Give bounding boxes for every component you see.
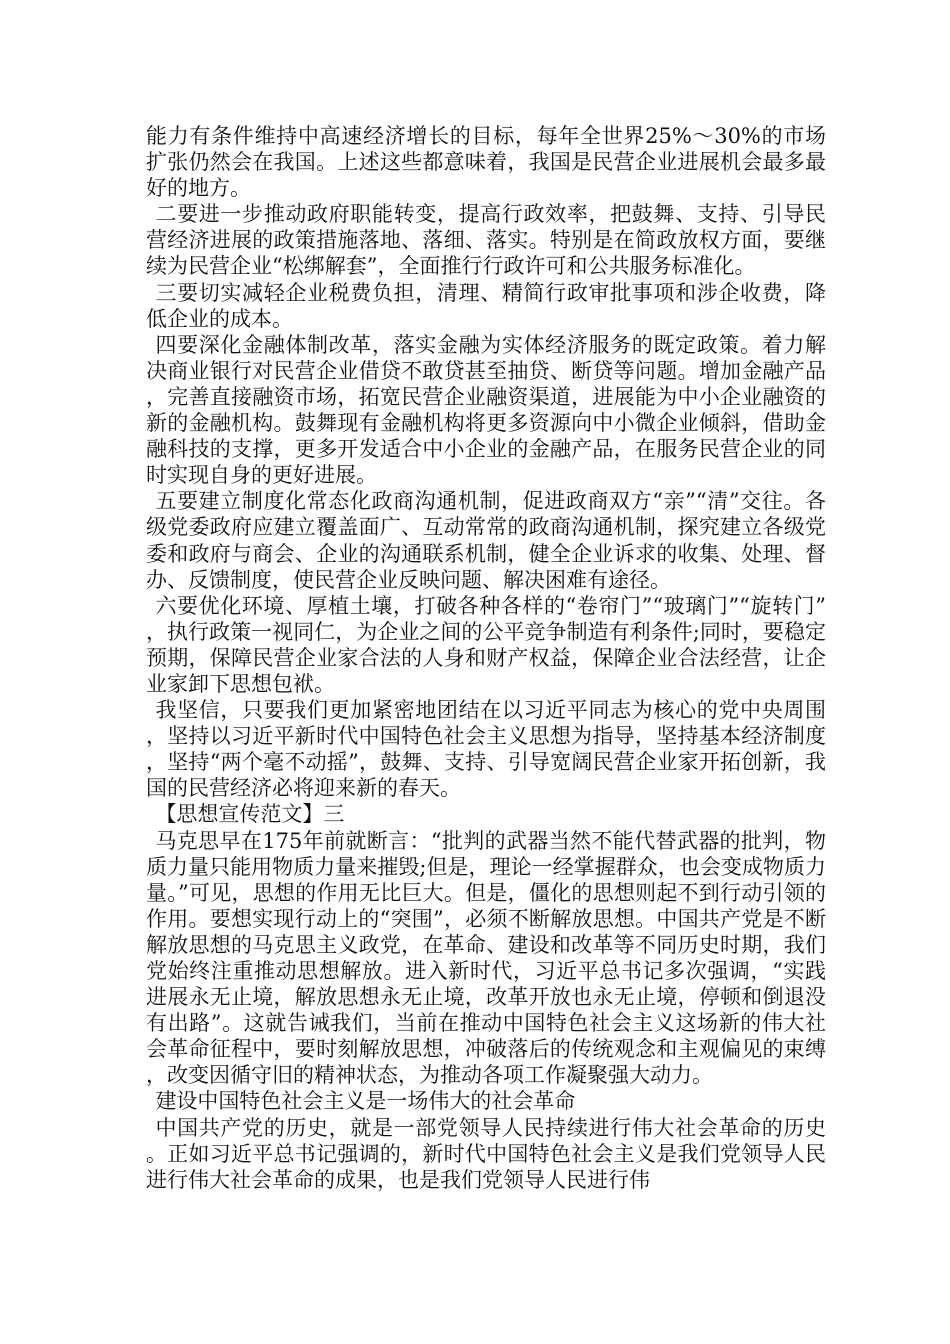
section-heading: 【思想宣传范文】三: [155, 802, 345, 827]
document-body: [146, 123, 826, 1193]
paragraph-continuation: 能力有条件维持中高速经济增长的目标，每年全世界25%～30%的市场扩张仍然会在我国。上述这些都意味着，我国是民营企业进展机会最多最好的地方。: [146, 124, 826, 201]
paragraph-point-two: 二要进一步推动政府职能转变，提高行政效率，把鼓舞、支持、引导民营经济进展的政策措施落地、落细、落实。特别是在简政放权方面，要继续为民营企业“松绑解套”，全面推行行政许可和公共服务标准化。: [146, 202, 826, 279]
paragraph-point-four: 四要深化金融体制改革，落实金融为实体经济服务的既定政策。着力解决商业银行对民营企业借贷不敢贷甚至抽贷、断贷等问题。增加金融产品，完善直接融资市场，拓宽民营企业融资渠道，进展能为中小企业融资的新的金融机构。鼓舞现有金融机构将更多资源向中小微企业倾斜，借助金融科技的支撑，更多开发适合中小企业的金融产品，在服务民营企业的同时实现自身的更好进展。: [146, 332, 826, 488]
paragraph-conclusion: 我坚信，只要我们更加紧密地团结在以习近平同志为核心的党中央周围，坚持以习近平新时代中国特色社会主义思想为指导，坚持基本经济制度，坚持“两个毫不动摇”，鼓舞、支持、引导宽阔民营企业家开拓创新，我国的民营经济必将迎来新的春天。: [146, 698, 826, 801]
paragraph-point-six: 六要优化环境、厚植土壤，打破各种各样的“卷帘门”“玻璃门”“旋转门”，执行政策一视同仁，为企业之间的公平竞争制造有利条件;同时，要稳定预期，保障民营企业家合法的人身和财产权益，保障企业合法经营，让企业家卸下思想包袱。: [146, 593, 826, 696]
paragraph-party-history: 中国共产党的历史，就是一部党领导人民持续进行伟大社会革命的历史。正如习近平总书记强调的，新时代中国特色社会主义是我们党领导人民进行伟大社会革命的成果，也是我们党领导人民进行伟: [146, 1115, 826, 1192]
paragraph-marx-quote: 马克思早在175年前就断言：“批判的武器当然不能代替武器的批判，物质力量只能用物质力量来摧毁;但是，理论一经掌握群众，也会变成物质力量。”可见，思想的作用无比巨大。但是，僵化的思想则起不到行动引领的作用。要想实现行动上的“突围”，必须不断解放思想。中国共产党是不断解放思想的马克思主义政党，在革命、建设和改革等不同历史时期，我们党始终注重推动思想解放。进入新时代，习近平总书记多次强调，“实践进展永无止境，解放思想永无止境，改革开放也永无止境，停顿和倒退没有出路”。这就告诫我们，当前在推动中国特色社会主义这场新的伟大社会革命征程中，要时刻解放思想，冲破落后的传统观念和主观偏见的束缚，改变因循守旧的精神状态，为推动各项工作凝聚强大动力。: [146, 828, 826, 1088]
paragraph-point-three: 三要切实减轻企业税费负担，清理、精简行政审批事项和涉企收费，降低企业的成本。: [146, 280, 826, 331]
subsection-heading: 建设中国特色社会主义是一场伟大的社会革命: [155, 1089, 576, 1114]
paragraph-point-five: 五要建立制度化常态化政商沟通机制，促进政商双方“亲”“清”交往。各级党委政府应建立覆盖面广、互动常常的政商沟通机制，探究建立各级党委和政府与商会、企业的沟通联系机制，健全企业诉求的收集、处理、督办、反馈制度，使民营企业反映问题、解决困难有途径。: [146, 489, 826, 592]
